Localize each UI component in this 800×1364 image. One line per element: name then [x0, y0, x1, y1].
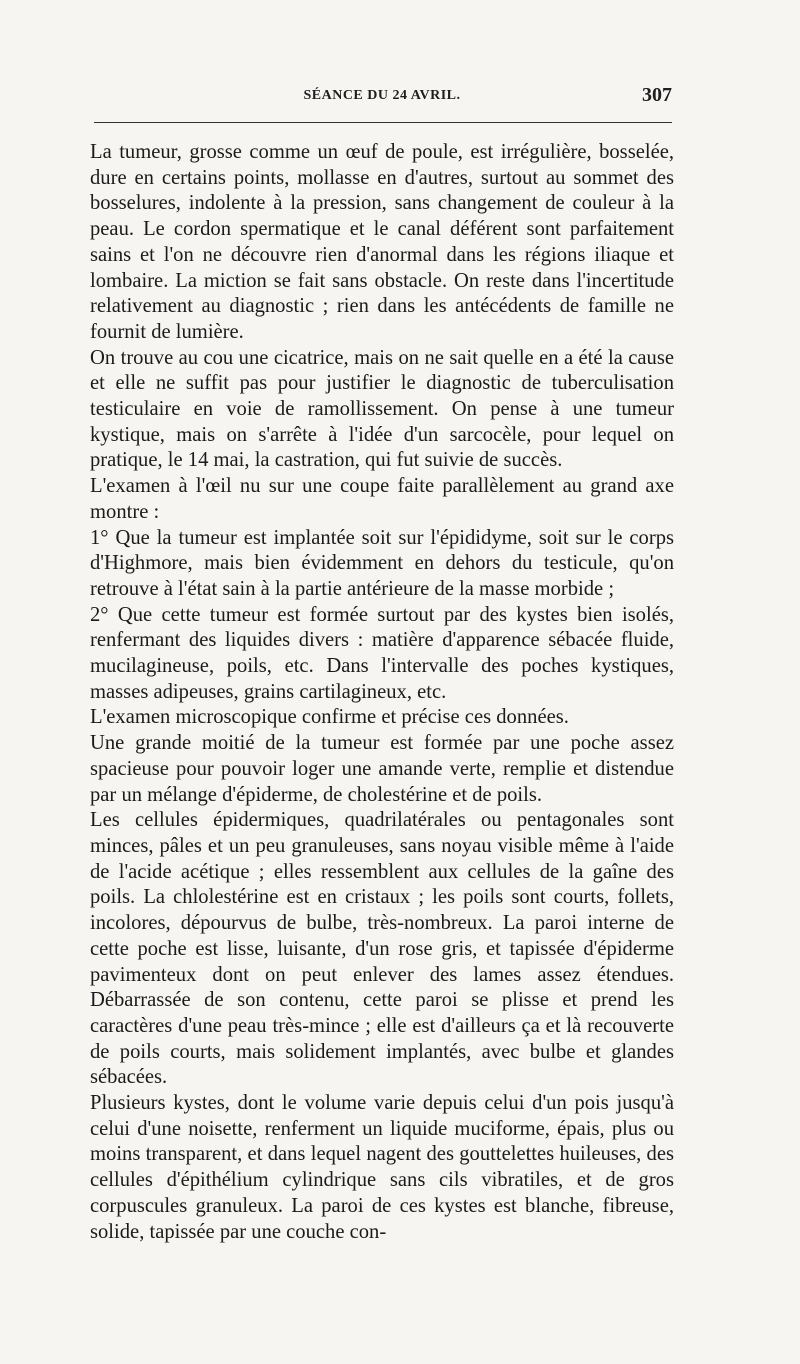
paragraph: 1° Que la tumeur est implantée soit sur l'épididyme, soit sur le corps d'Highmore, mais bien évidemment en dehors du testicule, qu'on retrouve à l'état sain à la partie antérieure de la masse morbide ;	[90, 526, 674, 600]
paragraph: Plusieurs kystes, dont le volume varie depuis celui d'un pois jusqu'à celui d'une noisette, renferment un liquide muciforme, épais, plus ou moins transparent, et dans lequel nagent des gouttelettes huileuses, des cellules d'épithélium cylindrique sans cils vibratiles, et de gros corpuscules granuleux. La paroi de ces kystes est blanche, fibreuse, solide, tapissée par une couche con-	[90, 1092, 674, 1243]
page-header	[92, 84, 672, 114]
paragraph: 2° Que cette tumeur est formée surtout par des kystes bien isolés, renfermant des liquides divers : matière d'apparence sébacée fluide, mucilagineuse, poils, etc. Dans l'intervalle des poches kystiques, masses adipeuses, grains cartilagineux, etc.	[90, 603, 674, 703]
body-text	[90, 140, 674, 1245]
paragraph: L'examen microscopique confirme et précise ces données.	[90, 706, 569, 729]
paragraph: On trouve au cou une cicatrice, mais on ne sait quelle en a été la cause et elle ne suffit pas pour justifier le diagnostic de tuberculisation testiculaire en voie de ramollissement. On pense à une tumeur kystique, mais on s'arrête à l'idée d'un sarcocèle, pour lequel on pratique, le 14 mai, la castration, qui fut suivie de succès.	[90, 346, 674, 472]
running-title: SÉANCE DU 24 AVRIL.	[303, 88, 461, 103]
page-number: 307	[642, 84, 672, 106]
paragraph: La tumeur, grosse comme un œuf de poule, est irrégulière, bosselée, dure en certains points, mollasse en d'autres, surtout au sommet des bosselures, indolente à la pression, sans changement de couleur à la peau. Le cordon spermatique et le canal déférent sont parfaitement sains et l'on ne découvre rien d'anormal dans les régions iliaque et lombaire. La miction se fait sans obstacle. On reste dans l'incertitude relativement au diagnostic ; rien dans les antécédents de famille ne fournit de lumière.	[90, 141, 674, 343]
header-rule	[94, 122, 672, 123]
paragraph: Les cellules épidermiques, quadrilatérales ou pentagonales sont minces, pâles et un peu granuleuses, sans noyau visible même à l'aide de l'acide acétique ; elles ressemblent aux cellules de la gaîne des poils. La chlolestérine est en cristaux ; les poils sont courts, follets, incolores, dépourvus de bulbe, très-nombreux. La paroi interne de cette poche est lisse, luisante, d'un rose gris, et tapissée d'épiderme pavimenteux dont on peut enlever des lames assez étendues. Débarrassée de son contenu, cette paroi se plisse et prend les caractères d'une peau très-mince ; elle est d'ailleurs ça et là recouverte de poils courts, mais solidement implantés, avec bulbe et glandes sébacées.	[90, 809, 674, 1089]
paragraph: L'examen à l'œil nu sur une coupe faite parallèlement au grand axe montre :	[90, 475, 674, 523]
paragraph: Une grande moitié de la tumeur est formée par une poche assez spacieuse pour pouvoir loger une amande verte, remplie et distendue par un mélange d'épiderme, de cholestérine et de poils.	[90, 732, 674, 806]
